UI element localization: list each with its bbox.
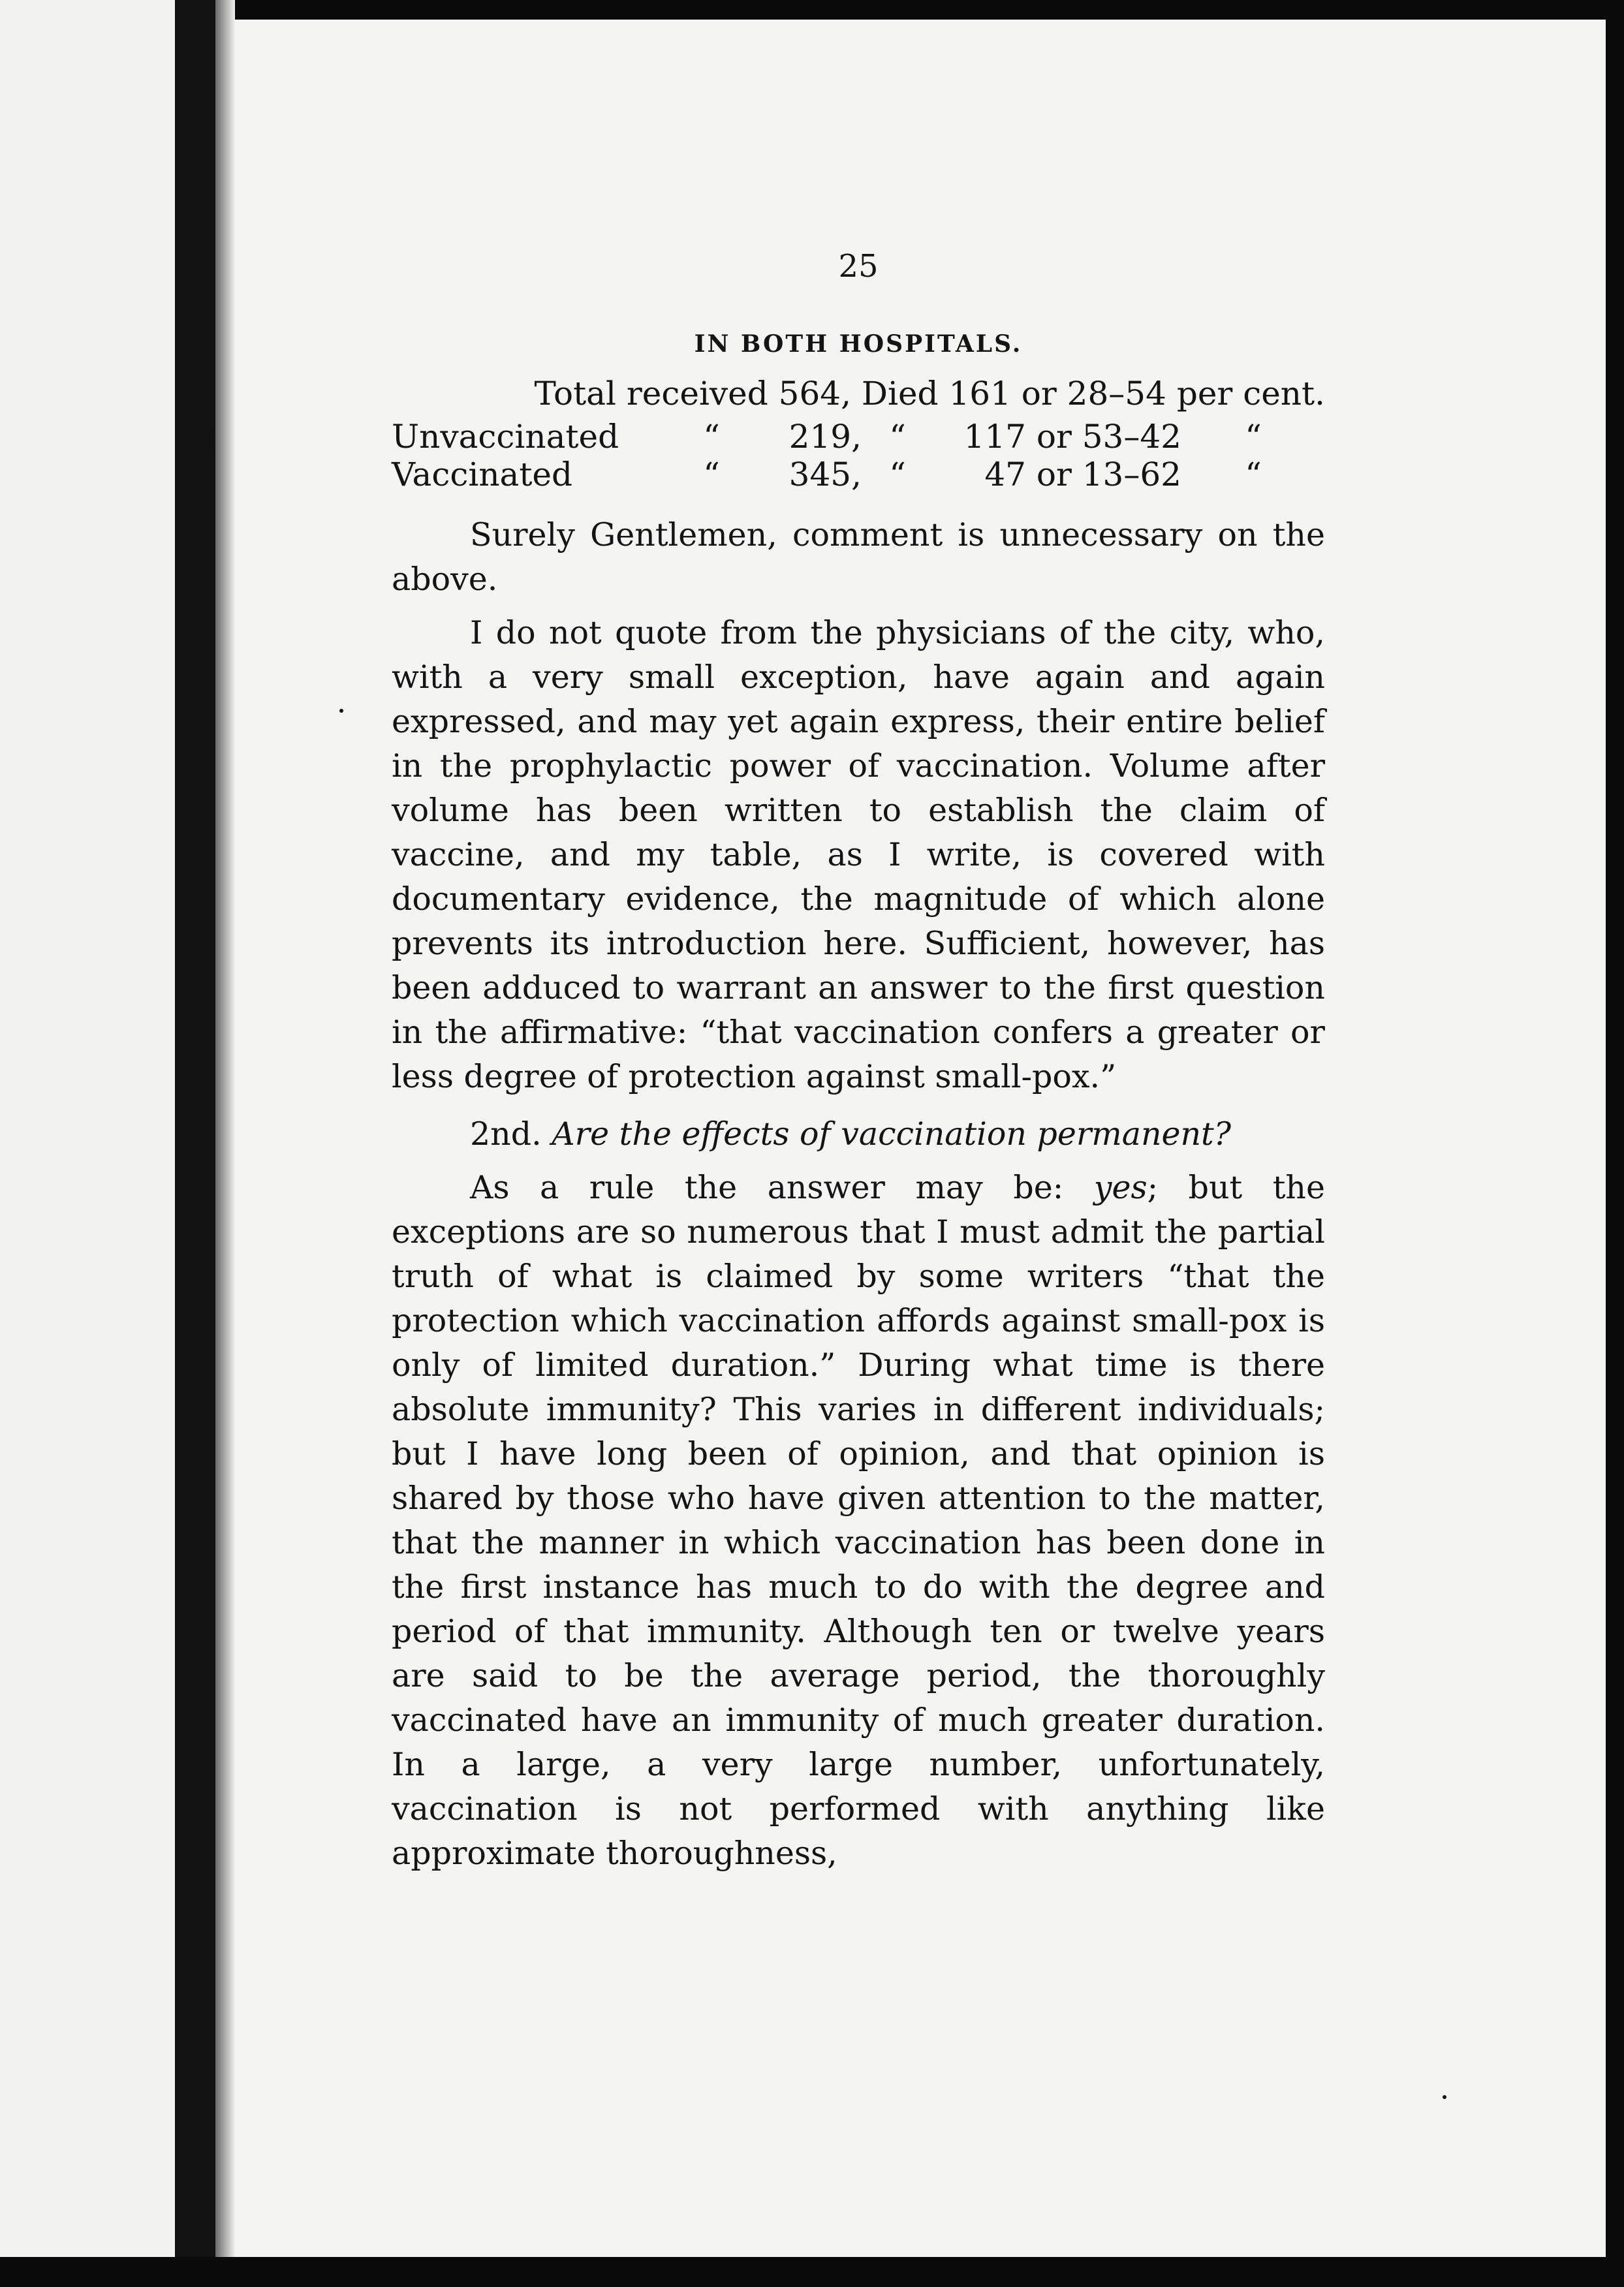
ditto-mark: “	[889, 456, 906, 493]
stats-received: 219,	[789, 418, 862, 456]
stats-row-unvaccinated	[392, 418, 1325, 456]
ditto-mark: “	[1245, 418, 1262, 456]
paragraph-comment: Surely Gentlemen, comment is unnecessary on the above.	[392, 516, 1325, 598]
stats-died: 117 or 53–42	[963, 418, 1181, 456]
stats-received: 345,	[789, 456, 862, 493]
ditto-mark: “	[703, 418, 720, 456]
ink-speck	[1443, 2095, 1446, 2099]
paragraph-physicians: I do not quote from the physicians of the city, who, with a very small exception, have again and again expressed, and may yet again express, their entire belief in the prophylactic power of vaccination. Volume after volume has been written to establish the claim of vaccine, and my table, as I write, is covered with documentary evidence, the magnitude of which alone prevents its introduction here. Sufficient, however, has been adduced to warrant an answer to the first question in the affirmative: “that vaccination confers a greater or less degree of protection against small-pox.”	[392, 614, 1325, 1095]
stats-label: Vaccinated	[392, 456, 573, 493]
question-text: Are the effects of vaccination permanent?	[552, 1115, 1232, 1153]
bottom-border	[0, 2257, 1624, 2287]
answer-body: ; but the exceptions are so numerous that I must admit the partial truth of what is claimed by some writers “that the protection which vaccination affords against small-pox is only of limited duration.” During what time is there absolute immunity? This varies in different individuals; but I have long been of opinion, and that opinion is shared by those who have given attention to the matter, that the manner in which vaccination has been done in the first instance has much to do with the degree and period of that immunity. Although ten or twelve years are said to be the average period, the thoroughly vaccinated have an immunity of much greater duration. In a large, a very large number, unfortunately, vaccination is not performed with anything like approximate thoroughness,	[392, 1169, 1325, 1872]
section-heading: IN BOTH HOSPITALS.	[694, 330, 1023, 358]
question-second	[392, 1112, 1325, 1157]
ditto-mark: “	[889, 418, 906, 456]
stats-died: 47 or 13–62	[984, 456, 1181, 493]
page-text	[392, 248, 1325, 1876]
facing-page-edge	[0, 0, 175, 2287]
gutter-shadow	[215, 0, 235, 2287]
top-border	[0, 0, 1624, 20]
ditto-mark: “	[703, 456, 720, 493]
book-gutter	[175, 0, 215, 2287]
ditto-mark: “	[1245, 456, 1262, 493]
answer-yes: yes	[1093, 1169, 1148, 1206]
question-number: 2nd.	[470, 1115, 542, 1153]
margin-mark	[209, 431, 215, 448]
stats-total-line: Total received 564, Died 161 or 28–54 per cent.	[534, 375, 1325, 412]
paragraph-answer	[392, 1166, 1325, 1876]
page-number: 25	[838, 248, 879, 285]
ink-speck	[339, 709, 343, 713]
stats-label: Unvaccinated	[392, 418, 619, 456]
stats-row-vaccinated	[392, 456, 1325, 493]
answer-lead: As a rule the answer may be:	[470, 1169, 1064, 1206]
